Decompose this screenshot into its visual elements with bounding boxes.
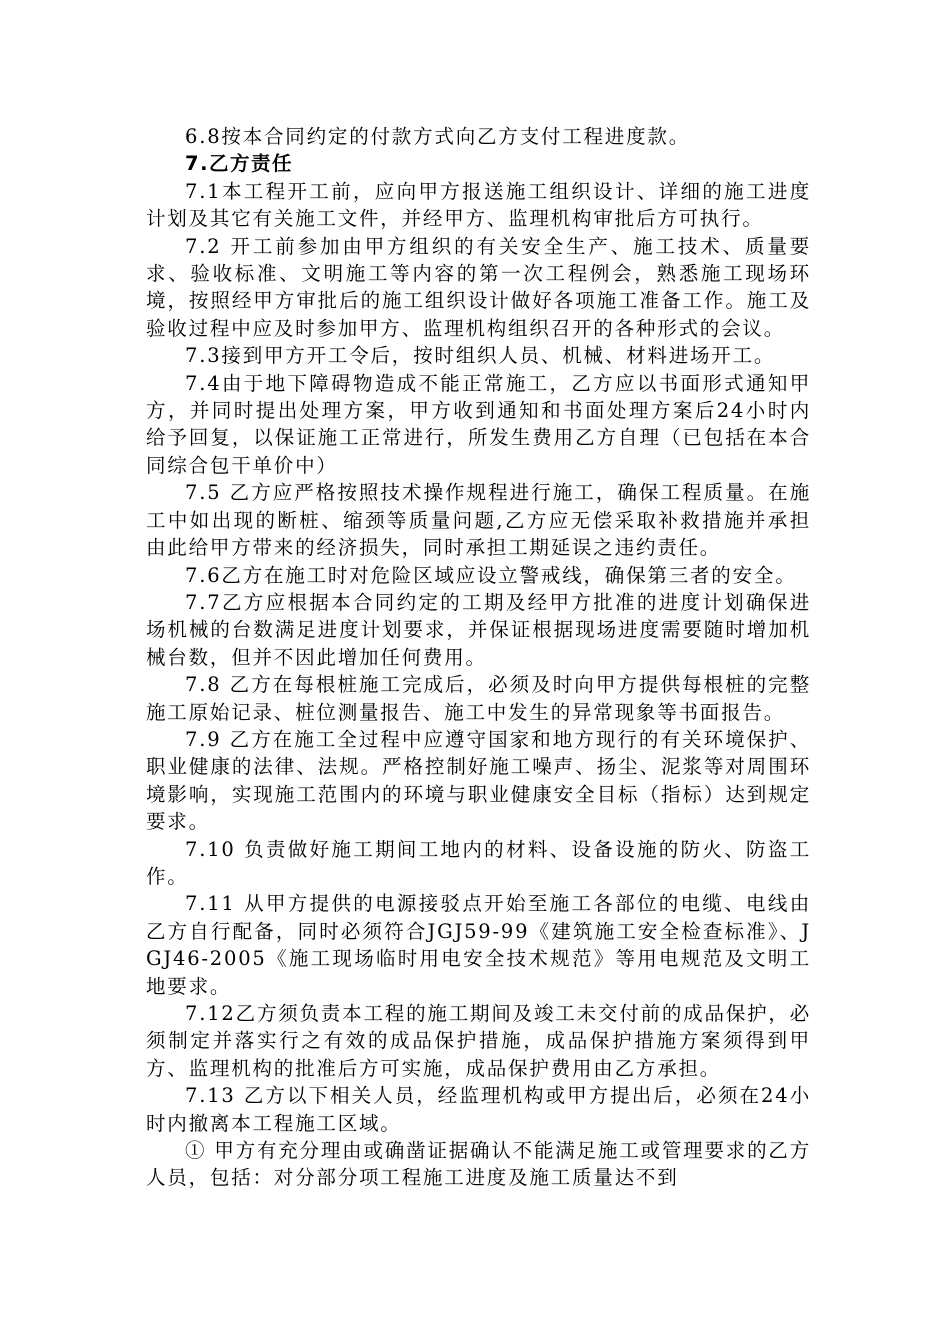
paragraph-7-2: 7.2 开工前参加由甲方组织的有关安全生产、施工技术、质量要求、验收标准、文明施工等内容的第一次工程例会，熟悉施工现场环境，按照经甲方审批后的施工组织设计做好各项施工准备工作。施工及验收过程中应及时参加甲方、监理机构组织召开的各种形式的会议。 [146, 234, 811, 340]
paragraph-7-4: 7.4由于地下障碍物造成不能正常施工，乙方应以书面形式通知甲方，并同时提出处理方案，甲方收到通知和书面处理方案后24小时内给予回复，以保证施工正常进行，所发生费用乙方自理（已包括在本合同综合包干单价中） [146, 371, 811, 477]
paragraph-7-9: 7.9 乙方在施工全过程中应遵守国家和地方现行的有关环境保护、职业健康的法律、法规。严格控制好施工噪声、扬尘、泥浆等对周围环境影响，实现施工范围内的环境与职业健康安全目标（指标）达到规定要求。 [146, 727, 811, 834]
paragraph-7-7: 7.7乙方应根据本合同约定的工期及经甲方批准的进度计划确保进场机械的台数满足进度计划要求，并保证根据现场进度需要随时增加机械台数，但并不因此增加任何费用。 [146, 590, 811, 669]
paragraph-7-13: 7.13 乙方以下相关人员，经监理机构或甲方提出后，必须在24小时内撤离本工程施工区域。 [146, 1084, 811, 1135]
paragraph-7-5: 7.5 乙方应严格按照技术操作规程进行施工，确保工程质量。在施工中如出现的断桩、缩颈等质量问题,乙方应无偿采取补救措施并承担由此给甲方带来的经济损失，同时承担工期延误之违约责任。 [146, 481, 811, 560]
paragraph-7-12: 7.12乙方须负责本工程的施工期间及竣工未交付前的成品保护，必须制定并落实行之有效的成品保护措施，成品保护措施方案须得到甲方、监理机构的批准后方可实施，成品保护费用由乙方承担。 [146, 1002, 811, 1080]
section-heading-7: 7.乙方责任 [185, 152, 293, 176]
paragraph-7-6: 7.6乙方在施工时对危险区域应设立警戒线，确保第三者的安全。 [185, 563, 797, 587]
paragraph-7-8: 7.8 乙方在每根桩施工完成后，必须及时向甲方提供每根桩的完整施工原始记录、桩位测量报告、施工中发生的异常现象等书面报告。 [146, 673, 811, 724]
list-item-1: ① 甲方有充分理由或确凿证据确认不能满足施工或管理要求的乙方人员，包括：对分部分项工程施工进度及施工质量达不到 [146, 1139, 811, 1190]
paragraph-6-8: 6.8按本合同约定的付款方式向乙方支付工程进度款。 [185, 125, 691, 148]
document-body [146, 123, 811, 1192]
paragraph-7-11: 7.11 从甲方提供的电源接驳点开始至施工各部位的电缆、电线由乙方自行配备，同时必须符合JGJ59-99《建筑施工安全检查标准》、JGJ46-2005《施工现场临时用电安全技术规范》等用电规范及文明工地要求。 [146, 892, 811, 998]
paragraph-7-3: 7.3接到甲方开工令后，按时组织人员、机械、材料进场开工。 [185, 344, 776, 368]
paragraph-7-1: 7.1本工程开工前，应向甲方报送施工组织设计、详细的施工进度计划及其它有关施工文件，并经甲方、监理机构审批后方可执行。 [146, 179, 811, 231]
paragraph-7-10: 7.10 负责做好施工期间工地内的材料、设备设施的防火、防盗工作。 [146, 837, 811, 888]
